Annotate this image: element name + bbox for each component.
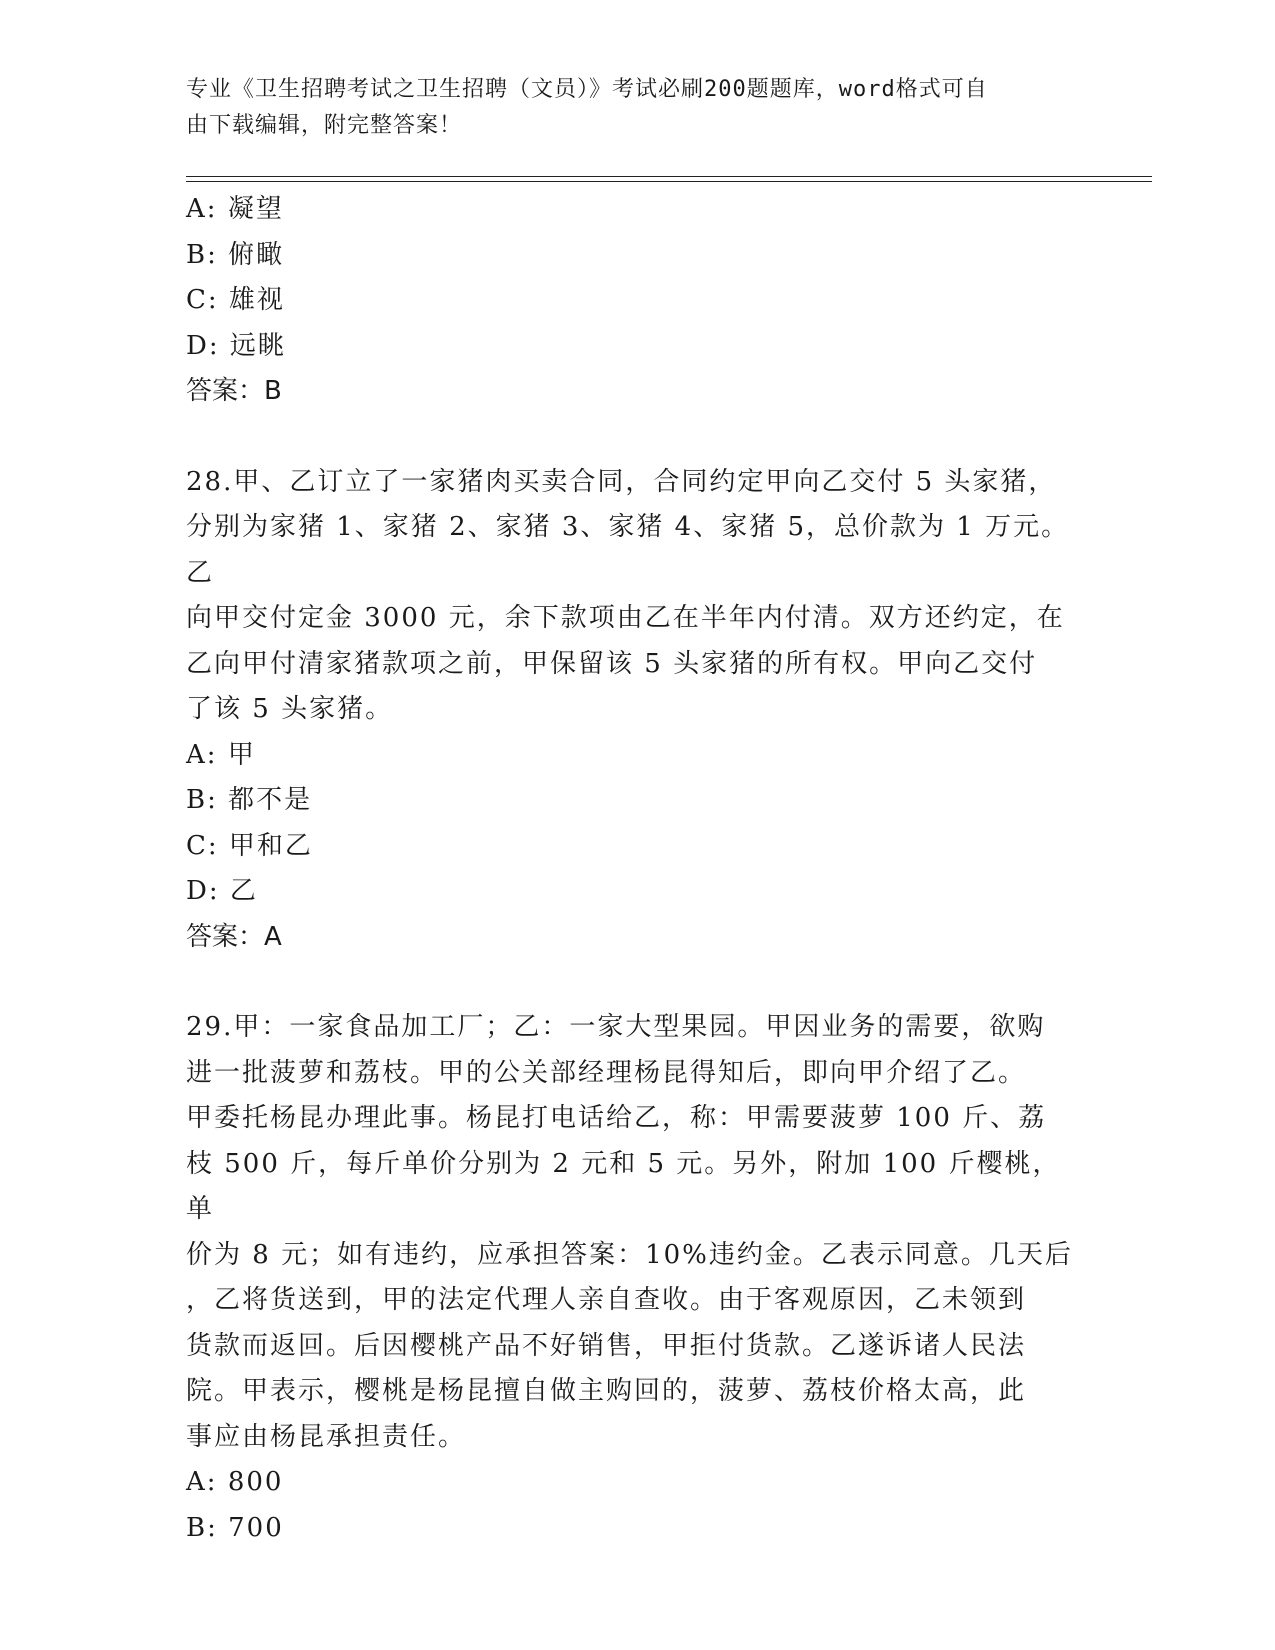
- question-28-options: [186, 733, 1086, 961]
- header-title-line-1: 专业《卫生招聘考试之卫生招聘（文员）》考试必刷200题题库，word格式可自: [186, 77, 988, 102]
- document-body: [186, 187, 1086, 1551]
- option-a: A: 甲: [186, 739, 256, 770]
- answer-line: 答案：B: [186, 376, 282, 406]
- question-29-options: [186, 1460, 1086, 1551]
- option-a: A: 800: [186, 1467, 284, 1497]
- option-b: B: 俯瞰: [186, 239, 285, 270]
- header-divider-bottom: [186, 181, 1152, 182]
- option-a: A: 凝望: [186, 194, 284, 224]
- question-27-options: [186, 187, 1086, 415]
- question-28-text: 28.甲、乙订立了一家猪肉买卖合同，合同约定甲向乙交付 5 头家猪， 分别为家猪 1、家猪 2、家猪 3、家猪 4、家猪 5，总价款为 1 万元。乙 向甲交付定金 3000 元，余下款项由乙在半年内付清。双方还约定，在 乙向甲付清家猪款项之前，甲保留该 5 头家猪的所有权。甲向乙交付 了该 5 头家猪。: [186, 466, 1070, 724]
- option-c: C: 甲和乙: [186, 830, 313, 861]
- option-d: D: 远眺: [186, 330, 286, 361]
- header-divider-top: [186, 176, 1152, 177]
- question-29-text: 29.甲：一家食品加工厂；乙：一家大型果园。甲因业务的需要，欲购 进一批菠萝和荔枝。甲的公关部经理杨昆得知后，即向甲介绍了乙。 甲委托杨昆办理此事。杨昆打电话给乙，称：甲需要菠萝 100 斤、荔 枝 500 斤，每斤单价分别为 2 元和 5 元。另外，附加 100 斤樱桃，单 价为 8 元；如有违约，应承担答案：10%违约金。乙表示同意。几天后 ，乙将货送到，甲的法定代理人亲自查收。由于客观原因，乙未领到 货款而返回。后因樱桃产品不好销售，甲拒付货款。乙遂诉诸人民法 院。甲表示，樱桃是杨昆擅自做主购回的，菠萝、荔枝价格太高，此 事应由杨昆承担责任。: [186, 1012, 1073, 1452]
- option-d: D: 乙: [186, 876, 258, 906]
- option-c: C: 雄视: [186, 285, 285, 315]
- document-header: [186, 72, 1066, 144]
- header-title-line-2: 由下载编辑，附完整答案！: [186, 113, 463, 138]
- answer-line: 答案：A: [186, 921, 282, 952]
- option-b: B: 都不是: [186, 785, 313, 815]
- option-b: B: 700: [186, 1512, 284, 1543]
